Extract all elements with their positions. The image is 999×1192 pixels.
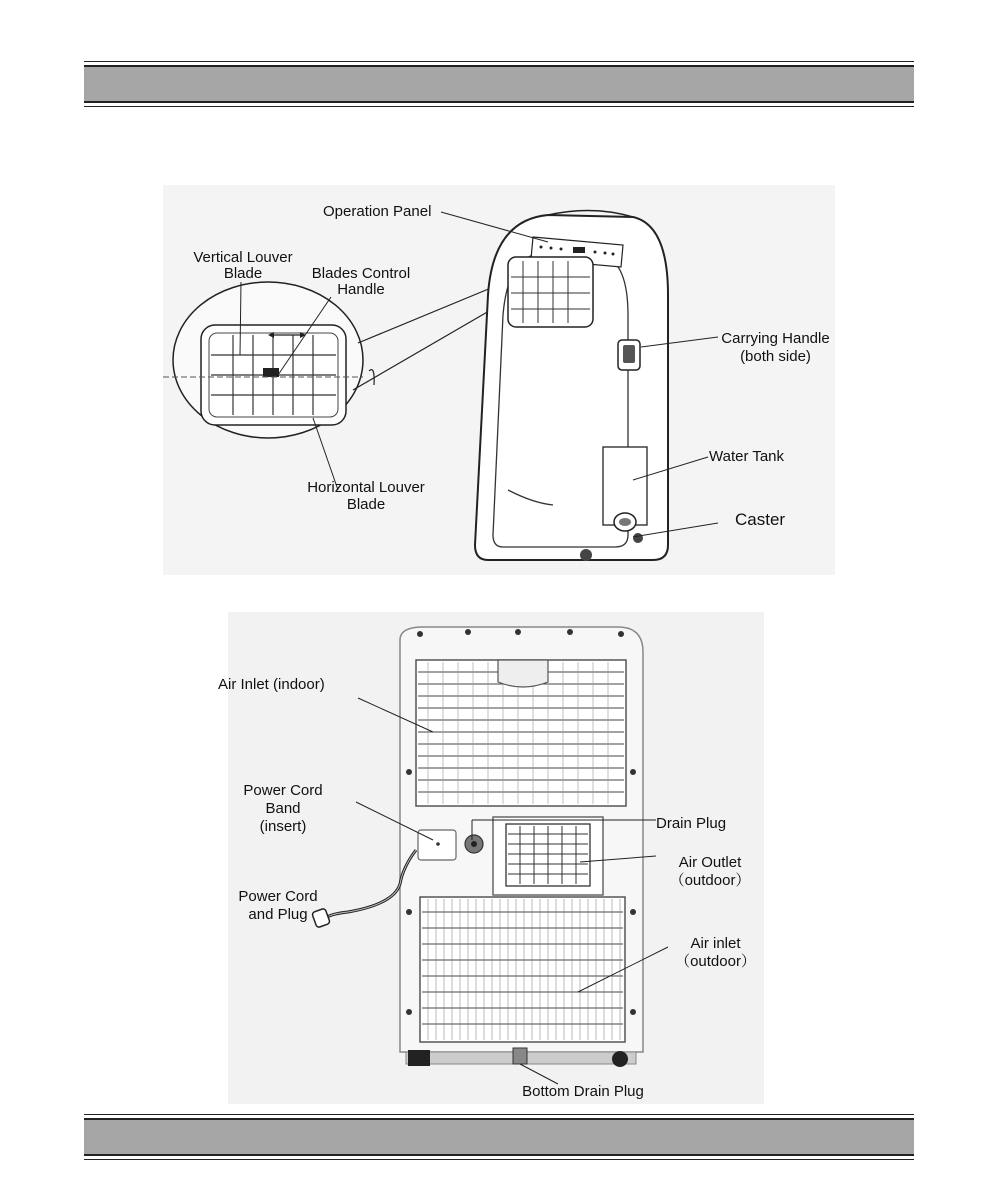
front-view-diagram: [163, 185, 835, 575]
label-horizontal-louver-1: Horizontal Louver: [307, 479, 425, 496]
caster: [580, 549, 592, 561]
label-water-tank: Water Tank: [709, 448, 785, 465]
label-power-cord-band-3: (insert): [259, 818, 307, 835]
label-power-cord-band-2: Band: [265, 800, 301, 817]
back-handle: [498, 660, 548, 687]
label-power-cord-band-1: Power Cord: [243, 782, 323, 799]
label-air-outlet-1: Air Outlet: [678, 854, 742, 871]
back-caster-right: [612, 1051, 628, 1067]
label-vertical-louver-2: Blade: [223, 265, 263, 282]
label-power-cord-plug-2: and Plug: [248, 906, 308, 923]
label-carrying-handle-1: Carrying Handle: [721, 330, 830, 347]
label-bottom-drain-plug: Bottom Drain Plug: [522, 1083, 644, 1100]
label-air-inlet-outdoor-2: （outdoor）: [675, 953, 756, 970]
label-carrying-handle-2: (both side): [740, 348, 811, 365]
label-air-inlet-indoor: Air Inlet (indoor): [218, 676, 325, 693]
unit-louver: [508, 257, 593, 327]
label-power-cord-plug-1: Power Cord: [238, 888, 318, 905]
label-blades-control-2: Handle: [337, 281, 385, 298]
label-operation-panel: Operation Panel: [323, 203, 432, 220]
header-bar: [84, 65, 914, 103]
back-caster-left: [408, 1050, 430, 1066]
label-blades-control-1: Blades Control: [311, 265, 411, 282]
label-vertical-louver-1: Vertical Louver: [193, 249, 293, 266]
label-caster: Caster: [735, 510, 786, 529]
bottom-drain-plug: [513, 1048, 527, 1064]
label-air-outlet-2: （outdoor）: [669, 872, 751, 889]
back-view-diagram: [218, 612, 764, 1104]
outdoor-air-inlet-grille: [420, 897, 625, 1042]
label-horizontal-louver-2: Blade: [346, 496, 386, 513]
label-drain-plug: Drain Plug: [656, 815, 727, 832]
footer-bar: [84, 1118, 914, 1156]
label-air-inlet-outdoor-1: Air inlet: [690, 935, 741, 952]
